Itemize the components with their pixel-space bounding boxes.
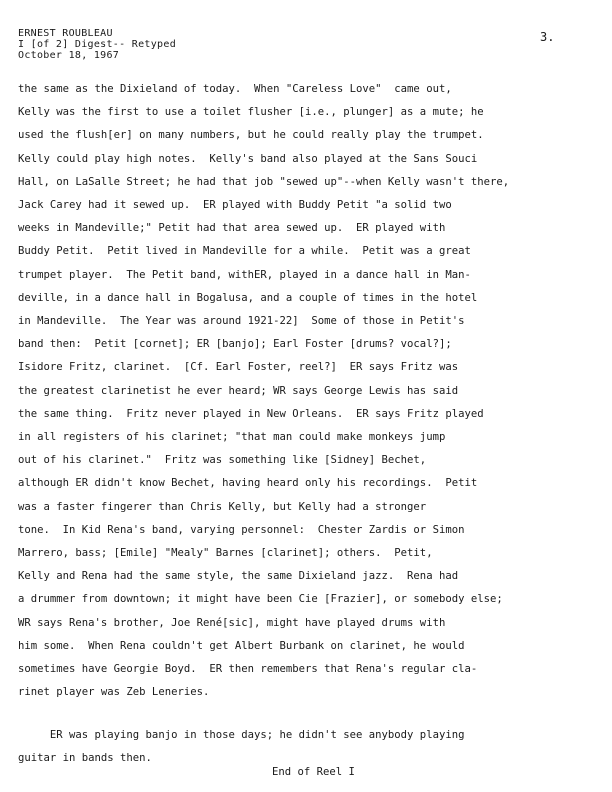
body-paragraph-1: [18, 78, 608, 704]
text-line: although ER didn't know Bechet, having heard only his recordings. Petit: [18, 477, 478, 490]
interviewee-name: ERNEST ROUBLEAU: [18, 28, 113, 39]
text-line: band then: Petit [cornet]; ER [banjo]; Earl Foster [drums? vocal?];: [18, 338, 452, 351]
end-of-reel-marker: End of Reel I: [272, 766, 355, 778]
text-line: trumpet player. The Petit band, withER, played in a dance hall in Man-: [18, 268, 471, 281]
text-line: Hall, on LaSalle Street; he had that job "sewed up"--when Kelly wasn't there,: [18, 175, 510, 188]
page-number: 3.: [540, 30, 555, 44]
text-line: the greatest clarinetist he ever heard; WR says George Lewis has said: [18, 384, 459, 397]
interview-date: October 18, 1967: [18, 50, 120, 61]
text-line: Kelly was the first to use a toilet flusher [i.e., plunger] as a mute; he: [18, 106, 484, 119]
text-line: Isidore Fritz, clarinet. [Cf. Earl Foster, reel?] ER says Fritz was: [18, 361, 459, 374]
text-line: him some. When Rena couldn't get Albert Burbank on clarinet, he would: [18, 639, 465, 652]
text-line: in Mandeville. The Year was around 1921-22] Some of those in Petit's: [18, 315, 465, 328]
text-line: rinet player was Zeb Leneries.: [18, 686, 210, 699]
text-line: a drummer from downtown; it might have been Cie [Frazier], or somebody else;: [18, 593, 503, 606]
reel-info: I [of 2] Digest-- Retyped: [18, 39, 177, 50]
text-line: WR says Rena's brother, Joe René[sic], might have played drums with: [18, 616, 446, 629]
text-line: Buddy Petit. Petit lived in Mandeville for a while. Petit was a great: [18, 245, 471, 258]
text-line: Marrero, bass; [Emile] "Mealy" Barnes [clarinet]; others. Petit,: [18, 547, 433, 560]
text-line: sometimes have Georgie Boyd. ER then remembers that Rena's regular cla-: [18, 663, 478, 676]
text-line: was a faster fingerer than Chris Kelly, but Kelly had a stronger: [18, 500, 427, 513]
text-line: out of his clarinet." Fritz was something like [Sidney] Bechet,: [18, 454, 427, 467]
text-line: Jack Carey had it sewed up. ER played with Buddy Petit "a solid two: [18, 199, 452, 212]
body-paragraph-2: [18, 724, 608, 770]
text-line: tone. In Kid Rena's band, varying personnel: Chester Zardis or Simon: [18, 523, 465, 536]
text-line: the same as the Dixieland of today. When "Careless Love" came out,: [18, 83, 452, 95]
text-line: weeks in Mandeville;" Petit had that area sewed up. ER played with: [18, 222, 446, 235]
document-header: [18, 28, 176, 61]
text-line: Kelly could play high notes. Kelly's band also played at the Sans Souci: [18, 152, 478, 165]
text-line: deville, in a dance hall in Bogalusa, and a couple of times in the hotel: [18, 291, 478, 304]
text-line: Kelly and Rena had the same style, the same Dixieland jazz. Rena had: [18, 570, 459, 583]
text-line: the same thing. Fritz never played in New Orleans. ER says Fritz played: [18, 407, 484, 420]
text-line: used the flush[er] on many numbers, but he could really play the trumpet.: [18, 129, 484, 142]
text-line: ER was playing banjo in those days; he didn't see anybody playing: [18, 729, 465, 741]
text-line: guitar in bands then.: [18, 752, 152, 765]
text-line: in all registers of his clarinet; "that man could make monkeys jump: [18, 431, 446, 444]
